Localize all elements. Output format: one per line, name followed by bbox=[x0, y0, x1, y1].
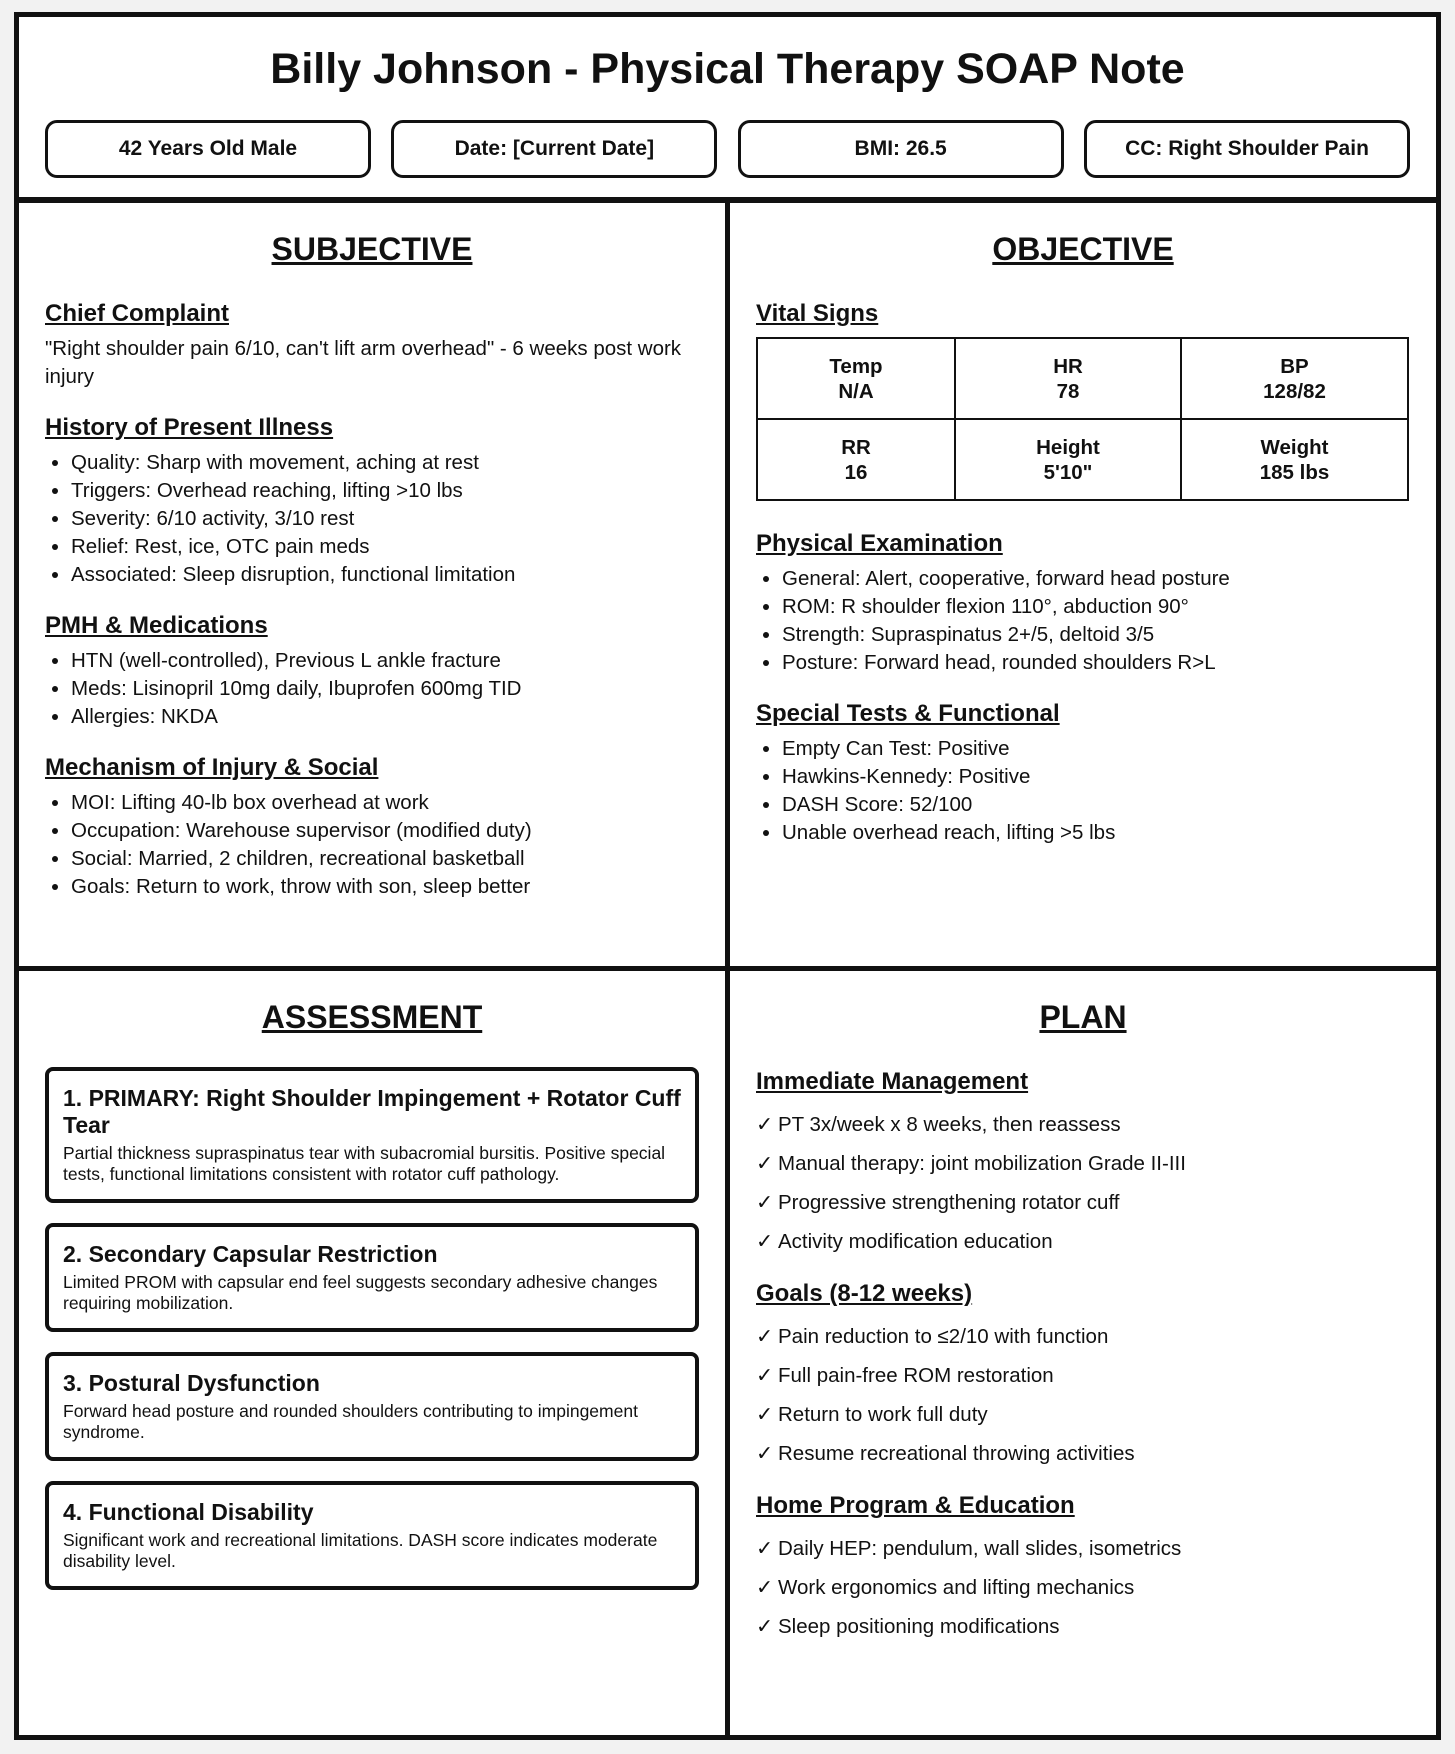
hpi-list bbox=[45, 449, 699, 589]
list-item: • DASH Score: 52/100 bbox=[782, 791, 1410, 819]
checkmark-icon: ✓ bbox=[756, 1191, 774, 1214]
subjective-section bbox=[19, 203, 730, 971]
assessment-item bbox=[45, 1352, 699, 1461]
list-item: • Allergies: NKDA bbox=[71, 703, 699, 731]
chief-complaint-text: "Right shoulder pain 6/10, can't lift arm overhead" - 6 weeks post work injury bbox=[45, 337, 682, 388]
immediate-management-list bbox=[756, 1105, 1410, 1261]
header bbox=[19, 17, 1436, 203]
assessment-item bbox=[45, 1223, 699, 1332]
list-item: • Quality: Sharp with movement, aching at rest bbox=[71, 449, 699, 477]
list-item: • MOI: Lifting 40-lb box overhead at work bbox=[71, 789, 699, 817]
list-item: • HTN (well-controlled), Previous L ankle fracture bbox=[71, 647, 699, 675]
vital-label: Height bbox=[1036, 435, 1100, 459]
list-item bbox=[756, 1105, 1410, 1144]
list-item bbox=[756, 1568, 1410, 1607]
list-item: • General: Alert, cooperative, forward head posture bbox=[782, 565, 1410, 593]
list-item bbox=[756, 1183, 1410, 1222]
vital-label: BP bbox=[1280, 354, 1309, 378]
list-item: • Unable overhead reach, lifting >5 lbs bbox=[782, 819, 1410, 847]
list-item: • ROM: R shoulder flexion 110°, abduction 90° bbox=[782, 593, 1410, 621]
list-item: • Goals: Return to work, throw with son, sleep better bbox=[71, 873, 699, 901]
list-item-text: Manual therapy: joint mobilization Grade II-III bbox=[778, 1152, 1186, 1175]
vital-cell-hr bbox=[955, 338, 1181, 419]
special-tests-list bbox=[756, 735, 1410, 847]
physical-exam-heading: Physical Examination bbox=[756, 530, 1003, 557]
hpi-heading: History of Present Illness bbox=[45, 414, 334, 441]
vital-cell-rr bbox=[757, 419, 955, 500]
list-item: • Occupation: Warehouse supervisor (modified duty) bbox=[71, 817, 699, 845]
moi-heading: Mechanism of Injury & Social bbox=[45, 754, 379, 781]
goals-heading: Goals (8-12 weeks) bbox=[756, 1280, 973, 1307]
list-item bbox=[756, 1395, 1410, 1434]
list-item: • Empty Can Test: Positive bbox=[782, 735, 1410, 763]
checkmark-icon: ✓ bbox=[756, 1325, 774, 1348]
list-item-text: Sleep positioning modifications bbox=[778, 1615, 1060, 1638]
list-item bbox=[756, 1144, 1410, 1183]
vital-value: 185 lbs bbox=[1259, 460, 1330, 484]
vital-value: 128/82 bbox=[1263, 379, 1326, 403]
special-tests-heading: Special Tests & Functional bbox=[756, 700, 1060, 727]
checkmark-icon: ✓ bbox=[756, 1113, 774, 1136]
objective-title: OBJECTIVE bbox=[992, 231, 1174, 267]
vital-label: Weight bbox=[1260, 435, 1329, 459]
vital-label: Temp bbox=[829, 354, 883, 378]
immediate-management-heading: Immediate Management bbox=[756, 1068, 1029, 1095]
home-program-heading: Home Program & Education bbox=[756, 1492, 1075, 1519]
list-item: • Hawkins-Kennedy: Positive bbox=[782, 763, 1410, 791]
vital-value: 16 bbox=[844, 460, 868, 484]
list-item-text: PT 3x/week x 8 weeks, then reassess bbox=[778, 1113, 1121, 1136]
soap-grid bbox=[19, 203, 1436, 1735]
date-pill: Date: [Current Date] bbox=[391, 120, 717, 178]
checkmark-icon: ✓ bbox=[756, 1364, 774, 1387]
vital-label: RR bbox=[841, 435, 871, 459]
moi-list bbox=[45, 789, 699, 901]
home-program-list bbox=[756, 1529, 1410, 1646]
physical-exam-list bbox=[756, 565, 1410, 677]
vital-value: N/A bbox=[838, 379, 874, 403]
assessment-item bbox=[45, 1067, 699, 1203]
vital-value: 78 bbox=[1056, 379, 1080, 403]
list-item-text: Progressive strengthening rotator cuff bbox=[778, 1191, 1120, 1214]
assessment-item-desc: Limited PROM with capsular end feel suggests secondary adhesive changes requiring mobilization. bbox=[63, 1272, 658, 1313]
list-item bbox=[756, 1434, 1410, 1473]
list-item-text: Work ergonomics and lifting mechanics bbox=[778, 1576, 1135, 1599]
vital-value: 5'10" bbox=[1043, 460, 1093, 484]
list-item-text: Full pain-free ROM restoration bbox=[778, 1364, 1054, 1387]
list-item: • Strength: Supraspinatus 2+/5, deltoid 3/5 bbox=[782, 621, 1410, 649]
assessment-item bbox=[45, 1481, 699, 1590]
list-item: • Posture: Forward head, rounded shoulders R>L bbox=[782, 649, 1410, 677]
list-item-text: Activity modification education bbox=[778, 1230, 1053, 1253]
vital-cell-weight bbox=[1181, 419, 1408, 500]
list-item bbox=[756, 1222, 1410, 1261]
list-item: • Severity: 6/10 activity, 3/10 rest bbox=[71, 505, 699, 533]
assessment-item-desc: Significant work and recreational limitations. DASH score indicates moderate disability level. bbox=[63, 1530, 658, 1571]
list-item: • Social: Married, 2 children, recreational basketball bbox=[71, 845, 699, 873]
checkmark-icon: ✓ bbox=[756, 1230, 774, 1253]
checkmark-icon: ✓ bbox=[756, 1615, 774, 1638]
list-item bbox=[756, 1529, 1410, 1568]
list-item-text: Return to work full duty bbox=[778, 1403, 988, 1426]
assessment-item-title: 4. Functional Disability bbox=[63, 1499, 314, 1525]
age-sex-pill: 42 Years Old Male bbox=[45, 120, 371, 178]
plan-title: PLAN bbox=[1039, 999, 1127, 1035]
vital-signs-heading: Vital Signs bbox=[756, 300, 879, 327]
soap-note-page bbox=[14, 12, 1441, 1740]
subjective-title: SUBJECTIVE bbox=[271, 231, 473, 267]
assessment-item-title: 1. PRIMARY: Right Shoulder Impingement + Rotator Cuff Tear bbox=[63, 1085, 681, 1138]
vital-label: HR bbox=[1053, 354, 1083, 378]
chief-complaint-pill: CC: Right Shoulder Pain bbox=[1084, 120, 1410, 178]
checkmark-icon: ✓ bbox=[756, 1442, 774, 1465]
vital-signs-table bbox=[756, 337, 1409, 501]
vital-cell-temp bbox=[757, 338, 955, 419]
list-item-text: Resume recreational throwing activities bbox=[778, 1442, 1135, 1465]
list-item-text: Pain reduction to ≤2/10 with function bbox=[778, 1325, 1109, 1348]
list-item: • Triggers: Overhead reaching, lifting >10 lbs bbox=[71, 477, 699, 505]
assessment-section bbox=[19, 971, 730, 1735]
assessment-title: ASSESSMENT bbox=[261, 999, 483, 1035]
list-item: • Associated: Sleep disruption, functional limitation bbox=[71, 561, 699, 589]
list-item bbox=[756, 1317, 1410, 1356]
pmh-list bbox=[45, 647, 699, 731]
assessment-item-desc: Forward head posture and rounded shoulders contributing to impingement syndrome. bbox=[63, 1401, 638, 1442]
list-item bbox=[756, 1607, 1410, 1646]
assessment-item-title: 2. Secondary Capsular Restriction bbox=[63, 1241, 438, 1267]
vital-cell-bp bbox=[1181, 338, 1408, 419]
assessment-item-title: 3. Postural Dysfunction bbox=[63, 1370, 320, 1396]
checkmark-icon: ✓ bbox=[756, 1576, 774, 1599]
checkmark-icon: ✓ bbox=[756, 1537, 774, 1560]
plan-section bbox=[730, 971, 1436, 1735]
list-item: • Relief: Rest, ice, OTC pain meds bbox=[71, 533, 699, 561]
chief-complaint-heading: Chief Complaint bbox=[45, 300, 229, 327]
list-item-text: Daily HEP: pendulum, wall slides, isometrics bbox=[778, 1537, 1182, 1560]
checkmark-icon: ✓ bbox=[756, 1152, 774, 1175]
patient-info-pills bbox=[19, 120, 1436, 178]
list-item: • Meds: Lisinopril 10mg daily, Ibuprofen 600mg TID bbox=[71, 675, 699, 703]
page-title: Billy Johnson - Physical Therapy SOAP Note bbox=[270, 45, 1185, 93]
objective-section bbox=[730, 203, 1436, 971]
vital-cell-height bbox=[955, 419, 1181, 500]
bmi-pill: BMI: 26.5 bbox=[738, 120, 1064, 178]
checkmark-icon: ✓ bbox=[756, 1403, 774, 1426]
assessment-item-desc: Partial thickness supraspinatus tear with subacromial bursitis. Positive special tests, functional limitations consistent with rotator cuff pathology. bbox=[63, 1143, 666, 1184]
list-item bbox=[756, 1356, 1410, 1395]
goals-list bbox=[756, 1317, 1410, 1473]
pmh-heading: PMH & Medications bbox=[45, 612, 268, 639]
